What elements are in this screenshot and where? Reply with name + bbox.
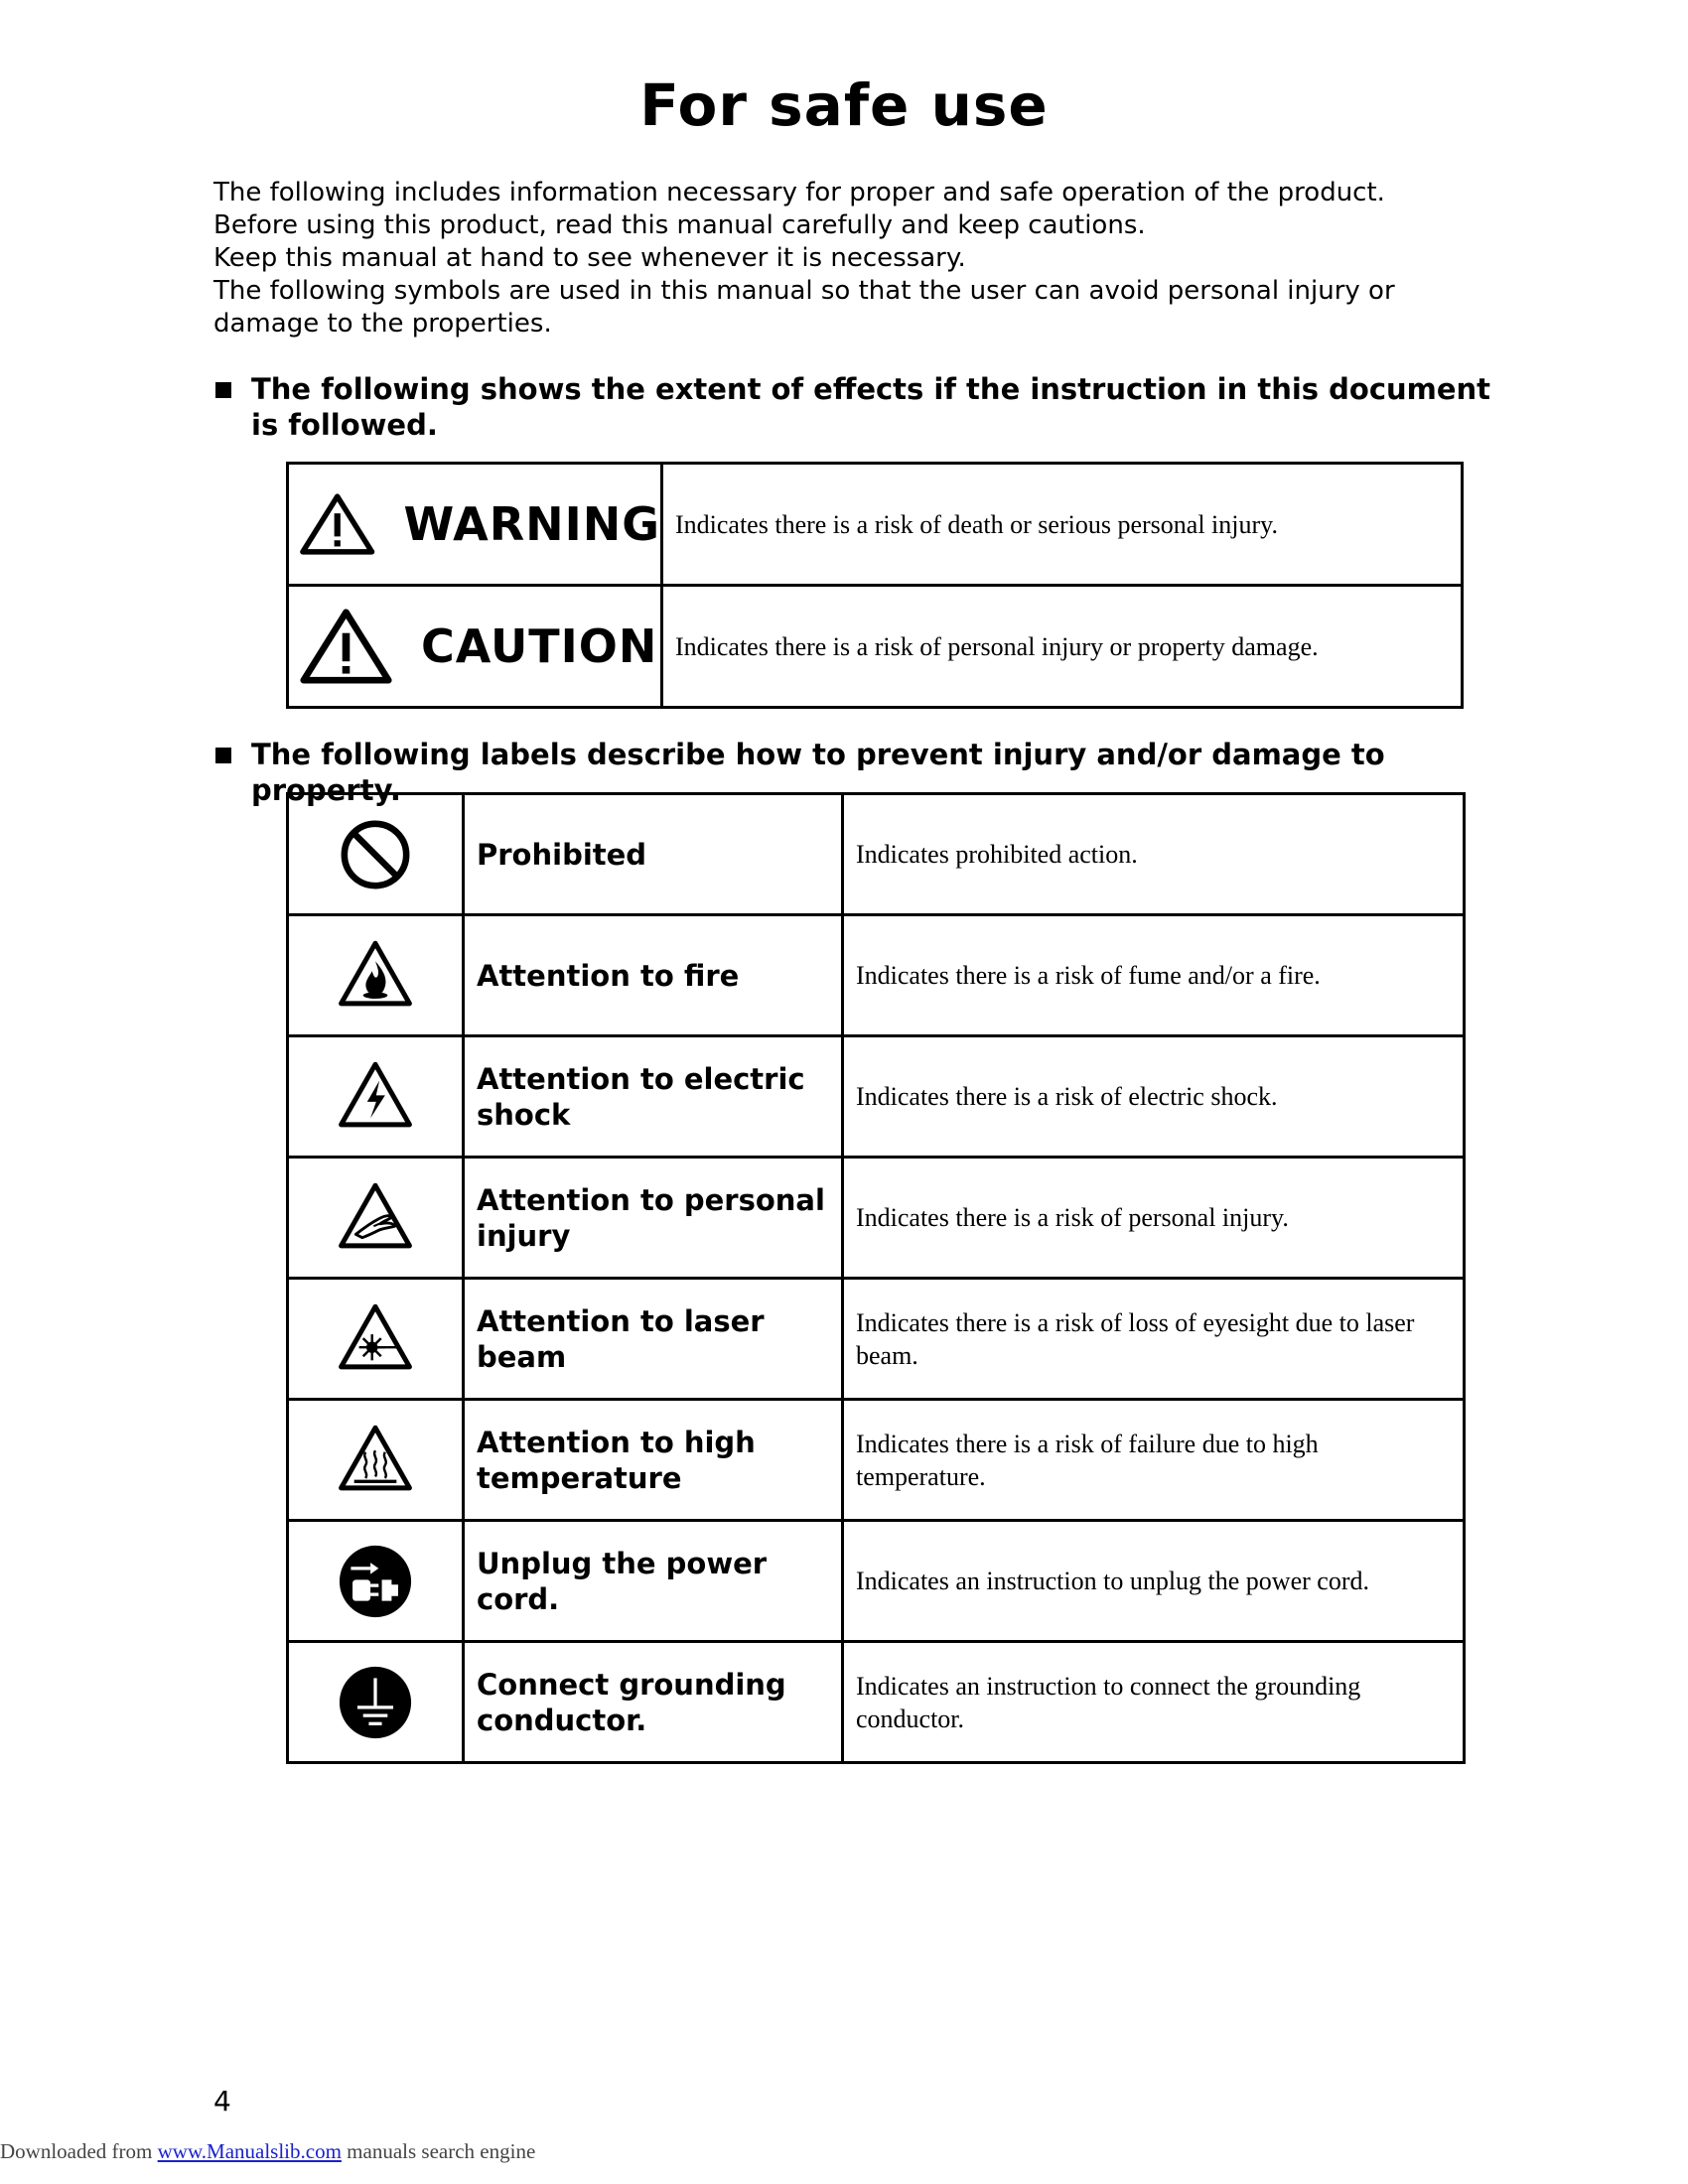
label-icon-cell	[288, 1642, 464, 1763]
unplug-icon	[335, 1541, 416, 1622]
bullet-square-icon	[215, 382, 231, 398]
label-icon-cell	[288, 1400, 464, 1521]
section-heading-text: The following labels describe how to prevent injury and/or damage to property.	[251, 738, 1385, 807]
electric-shock-icon	[335, 1056, 416, 1138]
table-row	[288, 1400, 1465, 1521]
intro-text	[213, 177, 1504, 341]
prohibited-icon	[335, 814, 416, 895]
caution-triangle-icon	[299, 608, 393, 685]
intro-line: Keep this manual at hand to see whenever it is necessary.	[213, 243, 966, 273]
section-heading-text: The following shows the extent of effects if the instruction in this document is followed.	[251, 372, 1491, 442]
intro-line: Before using this product, read this manual carefully and keep cautions.	[213, 210, 1146, 240]
table-row	[288, 464, 1463, 586]
label-icon-cell	[288, 1036, 464, 1158]
signal-description: Indicates there is a risk of personal injury or property damage.	[662, 586, 1463, 708]
table-row	[288, 794, 1465, 915]
personal-injury-icon	[335, 1177, 416, 1259]
label-description: Indicates prohibited action.	[843, 794, 1465, 915]
table-row	[288, 1521, 1465, 1642]
table-row	[288, 915, 1465, 1036]
table-row	[288, 1279, 1465, 1400]
label-description: Indicates there is a risk of electric shock.	[843, 1036, 1465, 1158]
footer-suffix: manuals search engine	[341, 2139, 536, 2163]
intro-line: The following symbols are used in this manual so that the user can avoid personal injury or damage to the properties.	[213, 276, 1395, 339]
signal-word-table	[286, 462, 1464, 709]
label-name: Attention to fire	[464, 915, 843, 1036]
footer-prefix: Downloaded from	[0, 2139, 158, 2163]
page-number: 4	[213, 2085, 231, 2117]
signal-word-warning: WARNING	[403, 497, 660, 551]
label-name: Attention to laser beam	[464, 1279, 843, 1400]
signal-word-cell	[288, 586, 662, 708]
signal-description: Indicates there is a risk of death or serious personal injury.	[662, 464, 1463, 586]
warning-triangle-icon	[299, 485, 375, 563]
laser-beam-icon	[335, 1298, 416, 1380]
label-name: Attention to high temperature	[464, 1400, 843, 1521]
table-row	[288, 586, 1463, 708]
label-icon-cell	[288, 794, 464, 915]
label-icon-cell	[288, 1279, 464, 1400]
bullet-square-icon	[215, 748, 231, 763]
table-row	[288, 1158, 1465, 1279]
label-description: Indicates there is a risk of failure due to high temperature.	[843, 1400, 1465, 1521]
label-icon-cell	[288, 1158, 464, 1279]
page-title: For safe use	[639, 71, 1049, 139]
footer	[0, 2139, 535, 2164]
label-description: Indicates there is a risk of fume and/or a fire.	[843, 915, 1465, 1036]
label-description: Indicates an instruction to connect the grounding conductor.	[843, 1642, 1465, 1763]
ground-icon	[335, 1662, 416, 1743]
label-description: Indicates an instruction to unplug the power cord.	[843, 1521, 1465, 1642]
label-description: Indicates there is a risk of loss of eyesight due to laser beam.	[843, 1279, 1465, 1400]
table-row	[288, 1036, 1465, 1158]
label-name: Attention to electric shock	[464, 1036, 843, 1158]
section-heading-effects	[213, 371, 1504, 443]
label-description: Indicates there is a risk of personal injury.	[843, 1158, 1465, 1279]
label-icon-cell	[288, 1521, 464, 1642]
label-icon-cell	[288, 915, 464, 1036]
label-name: Unplug the power cord.	[464, 1521, 843, 1642]
label-name: Prohibited	[464, 794, 843, 915]
fire-icon	[335, 935, 416, 1017]
intro-line: The following includes information necessary for proper and safe operation of the product.	[213, 178, 1385, 207]
high-temperature-icon	[335, 1420, 416, 1501]
signal-word-caution: CAUTION	[421, 619, 658, 673]
manualslib-link[interactable]: www.Manualslib.com	[157, 2139, 342, 2163]
label-name: Attention to personal injury	[464, 1158, 843, 1279]
signal-word-cell	[288, 464, 662, 586]
label-name: Connect grounding conductor.	[464, 1642, 843, 1763]
label-table	[286, 792, 1466, 1764]
table-row	[288, 1642, 1465, 1763]
